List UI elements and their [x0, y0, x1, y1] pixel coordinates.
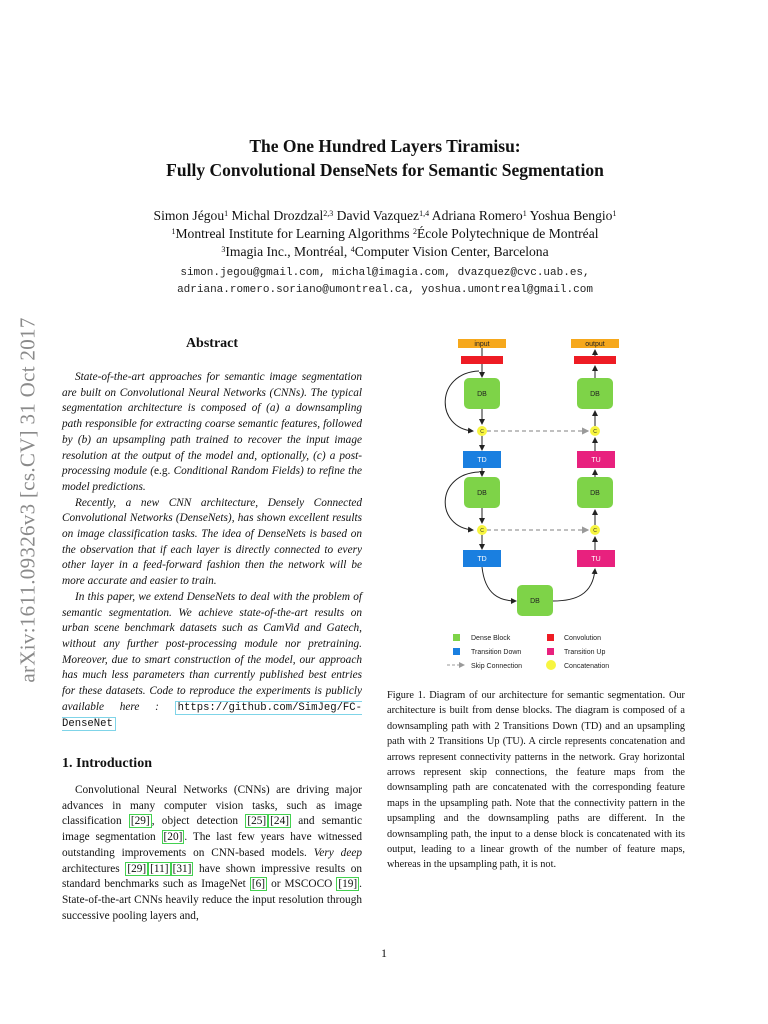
legend-dense-block: Dense Block: [471, 635, 511, 642]
author-affiliation-mark: 1: [224, 209, 229, 218]
title-line-1: The One Hundred Layers Tiramisu:: [249, 136, 521, 156]
intro-text: and semantic image segmentation: [62, 815, 362, 844]
abstract-paragraph-2: Recently, a new CNN architecture, Densely Connected Convolutional Networks (DenseNets), has shown excellent results on image classification tasks. The idea of DenseNets is based on the observation that if each layer is directly connected to every other layer in a feed-forward fashion then the network will be more accurate and easier to train.: [62, 496, 362, 588]
c-label: C: [480, 429, 484, 435]
affiliation-mark: 2: [412, 227, 417, 236]
author-name: Yoshua Bengio: [529, 208, 613, 223]
legend-skip-connection: Skip Connection: [471, 663, 522, 670]
citation-link[interactable]: [20]: [163, 831, 183, 844]
abstract-text: Conditional Random Fields) to refine the model predictions.: [62, 465, 362, 493]
abstract-eg: e.g.: [154, 465, 171, 478]
edge: [482, 567, 516, 601]
introduction-heading: 1. Introduction: [62, 756, 152, 771]
intro-text: Convolutional Neural Networks (CNNs) are driving major advances in many computer vision tasks, such as image classification: [62, 784, 362, 828]
edge: [553, 569, 595, 601]
emails-line-1: simon.jegou@gmail.com, michal@imagia.com, dvazquez@cvc.uab.es,: [180, 267, 590, 279]
code-link[interactable]: https://github.com/SimJeg/FC-DenseNet: [62, 701, 363, 731]
author-name: Michal Drozdzal: [231, 208, 324, 223]
citation-link[interactable]: [11]: [150, 862, 169, 875]
tu-label: TU: [591, 457, 601, 464]
abstract-paragraph-3: [62, 590, 362, 733]
tu-label: TU: [591, 556, 601, 563]
c-label: C: [593, 429, 597, 435]
affiliation-text: Montreal Institute for Learning Algorithms: [175, 226, 410, 241]
db-label: DB: [530, 598, 540, 605]
author-affiliation-mark: 1: [522, 209, 527, 218]
author-affiliation-mark: 1,4: [419, 209, 430, 218]
c-label: C: [593, 528, 597, 534]
legend-concatenation: Concatenation: [564, 663, 610, 670]
citation-link[interactable]: [19]: [338, 878, 358, 891]
convolution-node: [461, 356, 503, 364]
author-name: David Vazquez: [336, 208, 420, 223]
citation-link[interactable]: [29]: [130, 815, 150, 828]
architecture-diagram: [425, 333, 648, 678]
legend-swatch-dense-block: [453, 634, 460, 641]
legend-convolution: Convolution: [564, 635, 601, 642]
arxiv-side-stamp: [12, 270, 44, 730]
convolution-node: [574, 356, 616, 364]
affiliation-text: École Polytechnique de Montréal: [416, 226, 599, 241]
intro-text: have shown impressive results on standard benchmarks such as ImageNet: [62, 862, 363, 891]
affiliation-mark: 1: [171, 227, 176, 236]
citation-link[interactable]: [31]: [172, 862, 192, 875]
td-label: TD: [477, 556, 487, 563]
emails-line-2: adriana.romero.soriano@umontreal.ca, yoshua.umontreal@gmail.com: [177, 284, 593, 296]
legend-transition-down: Transition Down: [471, 649, 522, 656]
db-label: DB: [477, 490, 487, 497]
affiliation-text: Imagia Inc., Montréal,: [225, 244, 348, 259]
architecture-figure: [425, 333, 648, 678]
intro-text: . State-of-the-art CNNs heavily reduce the input resolution through successive pooling layers and,: [62, 878, 362, 922]
db-label: DB: [590, 391, 600, 398]
author-block: [80, 207, 690, 299]
author-name: Simon Jégou: [153, 208, 225, 223]
figure-caption: Figure 1. Diagram of our architecture for semantic segmentation. Our architecture is built from dense blocks. The diagram is composed of a downsampling path with 2 Transitions Down (TD) and an upsampling path with 2 Transitions Up (TU). A circle represents concatenation and arrows represent connectivity patterns in the network. Gray horizontal arrows represent skip connections, the feature maps from the downsampling path are concatenated with the corresponding feature maps in the upsampling path. Note that the connectivity pattern in the upsampling and the downsampling paths are different. In the downsampling path, the input to a dense block is concatenated with its output, leading to a linear growth of the number of feature maps, whereas in the upsampling path, it is not.: [387, 690, 685, 871]
citation-link[interactable]: [6]: [251, 878, 266, 891]
intro-text: . The last few years have witnessed outstanding improvements on CNN-based models.: [62, 831, 362, 859]
arxiv-identifier: arXiv:1611.09326v3 [cs.CV] 31 Oct 2017: [15, 317, 40, 683]
legend-swatch-transition-down: [453, 648, 460, 655]
affiliation-text: Computer Vision Center, Barcelona: [354, 244, 549, 259]
author-affiliation-mark: 1: [612, 209, 617, 218]
intro-emphasis: Very deep: [313, 846, 362, 859]
legend-swatch-concatenation: [546, 660, 556, 670]
output-label: output: [585, 341, 605, 348]
intro-text: architectures: [62, 862, 126, 875]
intro-text: , object detection: [151, 815, 246, 828]
citation-link[interactable]: [29]: [127, 862, 147, 875]
affiliations-line-1: [80, 225, 690, 243]
abstract-body: [62, 370, 362, 733]
c-label: C: [480, 528, 484, 534]
author-affiliation-mark: 2,3: [323, 209, 334, 218]
abstract-text: In this paper, we extend DenseNets to deal with the problem of semantic segmentation. We achieve state-of-the-art results on urban scene benchmark datasets such as CamVid and Gatech, without any further post-processing module nor pretraining. Moreover, due to smart construction of the model, our approach has much less parameters than currently published best entries for these datasets. Code to reproduce the experiments is publicly available here :: [62, 590, 362, 713]
introduction-body: [62, 783, 362, 924]
abstract-text: State-of-the-art approaches for semantic image segmentation are built on Convolutional Neural Networks (CNNs). The typical segmentation architecture is composed of (a) a downsampling path responsible for extracting coarse semantic features, followed by (b) an upsampling path trained to recover the input image resolution at the output of the model and, optionally, (c) a post-processing module (: [62, 371, 362, 478]
intro-text: or MSCOCO: [267, 878, 337, 891]
db-label: DB: [477, 391, 487, 398]
db-label: DB: [590, 490, 600, 497]
citation-link[interactable]: [25]: [247, 815, 267, 828]
paper-title: [80, 134, 690, 182]
abstract-paragraph-1: [62, 370, 362, 496]
legend-swatch-convolution: [547, 634, 554, 641]
author-names: [80, 207, 690, 225]
legend-swatch-transition-up: [547, 648, 554, 655]
citation-link[interactable]: [24]: [270, 815, 289, 828]
legend-transition-up: Transition Up: [564, 649, 606, 656]
input-label: input: [474, 341, 490, 348]
affiliation-mark: 4: [350, 245, 355, 254]
abstract-heading: Abstract: [185, 336, 239, 351]
td-label: TD: [477, 457, 487, 464]
introduction-paragraph: [62, 783, 362, 924]
affiliations-line-2: [80, 243, 690, 261]
author-name: Adriana Romero: [431, 208, 523, 223]
title-line-2: Fully Convolutional DenseNets for Semantic Segmentation: [166, 160, 604, 180]
affiliation-mark: 3: [221, 245, 226, 254]
page-number: 1: [381, 946, 387, 960]
